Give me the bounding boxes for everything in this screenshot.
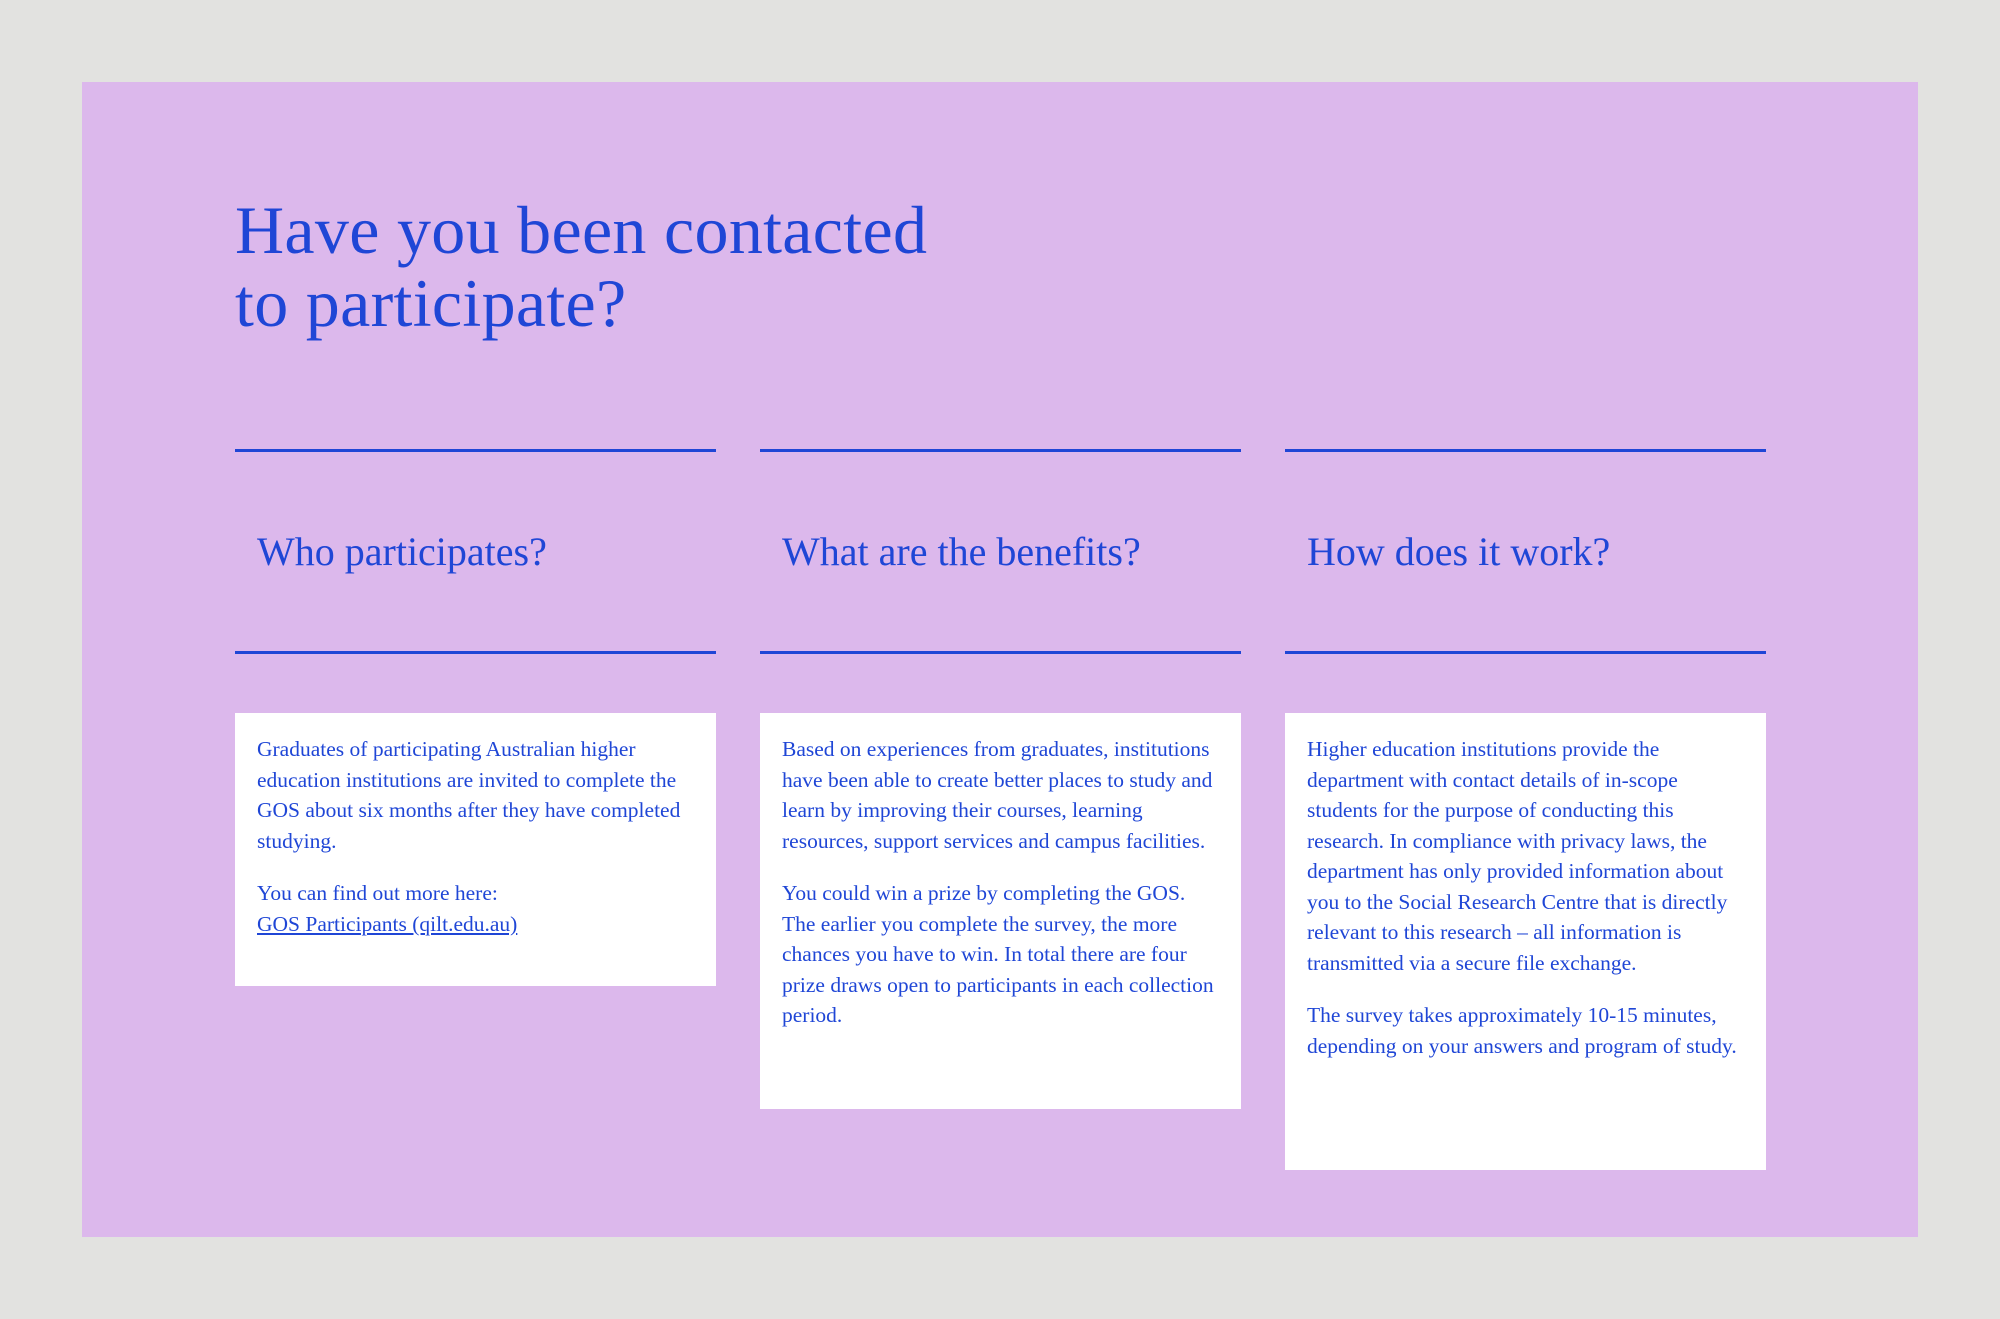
card-paragraph-text: You can find out more here:: [257, 881, 498, 906]
card-paragraph: You could win a prize by completing the GOS. The earlier you complete the survey, the more chances you have to win. In total there are four prize draws open to participants in each collection period.: [782, 881, 1214, 1028]
card-paragraph: Graduates of participating Australian higher education institutions are invited to complete the GOS about six months after they have completed studying.: [257, 737, 681, 853]
card-paragraph: [257, 878, 696, 939]
card-paragraph: The survey takes approximately 10-15 minutes, depending on your answers and program of study.: [1307, 1003, 1737, 1058]
column-heading: How does it work?: [1307, 529, 1611, 575]
column-benefits: [760, 449, 1241, 1109]
column-top-divider: [1285, 449, 1766, 452]
gos-participants-link[interactable]: GOS Participants (qilt.edu.au): [257, 911, 518, 936]
column-how-it-works: [1285, 449, 1766, 1170]
card-paragraph: Higher education institutions provide the department with contact details of in-scope students for the purpose of conducting this research. In compliance with privacy laws, the department has only provided information about you to the Social Research Centre that is directly relevant to this research – all information is transmitted via a secure file exchange.: [1307, 737, 1728, 975]
column-bottom-divider: [760, 651, 1241, 654]
column-top-divider: [760, 449, 1241, 452]
column-who-participates: [235, 449, 716, 986]
info-card: [1285, 713, 1766, 1170]
page-title-line-2: to participate?: [235, 265, 627, 341]
column-heading: What are the benefits?: [782, 529, 1141, 575]
column-top-divider: [235, 449, 716, 452]
column-heading: Who participates?: [257, 529, 547, 575]
info-panel: [82, 82, 1918, 1237]
page-title-line-1: Have you been contacted: [235, 192, 928, 268]
page-title: [235, 194, 1135, 340]
info-card: [235, 713, 716, 986]
column-bottom-divider: [1285, 651, 1766, 654]
column-bottom-divider: [235, 651, 716, 654]
info-card: [760, 713, 1241, 1109]
card-paragraph: Based on experiences from graduates, institutions have been able to create better places to study and learn by improving their courses, learning resources, support services and campus facilities.: [782, 737, 1213, 853]
